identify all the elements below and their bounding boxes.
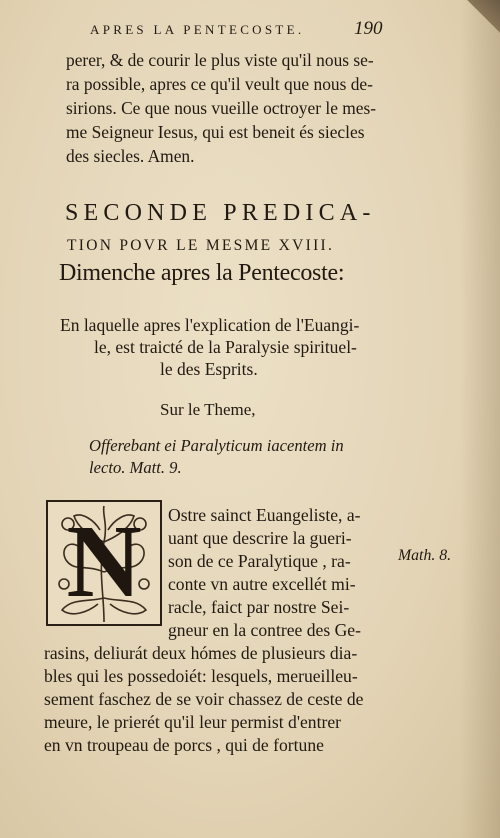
continuation-line: sirions. Ce que nous vueille octroyer le mes-	[66, 98, 377, 118]
body-line: Ostre sainct Euangeliste, a-	[168, 505, 361, 525]
body-line: racle, faict par nostre Sei-	[168, 597, 350, 617]
sermon-title-line3: Dimenche apres la Pentecoste:	[59, 260, 345, 286]
body-line: bles qui les possedoiét: lesquels, merueilleu-	[44, 666, 358, 686]
body-line: conte vn autre excellét mi-	[168, 574, 356, 594]
theme-quote-line1: Offerebant ei Paralyticum iacentem in	[89, 436, 344, 455]
initial-letter: N	[66, 504, 142, 619]
body-line: rasins, deliurát deux hómes de plusieurs dia-	[44, 643, 358, 663]
folded-corner	[464, 0, 500, 36]
page-shadow	[460, 0, 500, 838]
subtitle-line: le, est traicté de la Paralysie spirituel-	[94, 337, 357, 357]
body-line: sement faschez de se voir chassez de ceste de	[44, 689, 364, 709]
body-line: gneur en la contree des Ge-	[168, 620, 361, 640]
continuation-line: me Seigneur Iesus, qui est beneit és siecles	[66, 122, 365, 142]
body-line: en vn troupeau de porcs , qui de fortune	[44, 735, 324, 755]
decorated-initial	[46, 500, 162, 626]
sermon-title-line1: SECONDE PREDICA-	[65, 200, 376, 226]
running-head: APRES LA PENTECOSTE.	[90, 22, 305, 37]
body-line: meure, le prierét qu'il leur permist d'entrer	[44, 712, 342, 732]
body-line: uant que descrire la gueri-	[168, 528, 352, 548]
theme-quote-line2: lecto. Matt. 9.	[89, 458, 182, 477]
body-line: son de ce Paralytique , ra-	[168, 551, 351, 571]
subtitle-line: le des Esprits.	[160, 359, 258, 379]
continuation-line: ra possible, apres ce qu'il veult que nous de-	[66, 74, 373, 94]
sermon-title-line2: TION POVR LE MESME XVIII.	[67, 237, 335, 254]
theme-heading: Sur le Theme,	[160, 400, 256, 419]
subtitle-line: En laquelle apres l'explication de l'Euangi-	[60, 315, 360, 335]
margin-note: Math. 8.	[398, 547, 452, 564]
page-number: 190	[354, 18, 383, 39]
continuation-line: perer, & de courir le plus viste qu'il nous se-	[66, 50, 374, 70]
continuation-line: des siecles. Amen.	[66, 146, 195, 166]
